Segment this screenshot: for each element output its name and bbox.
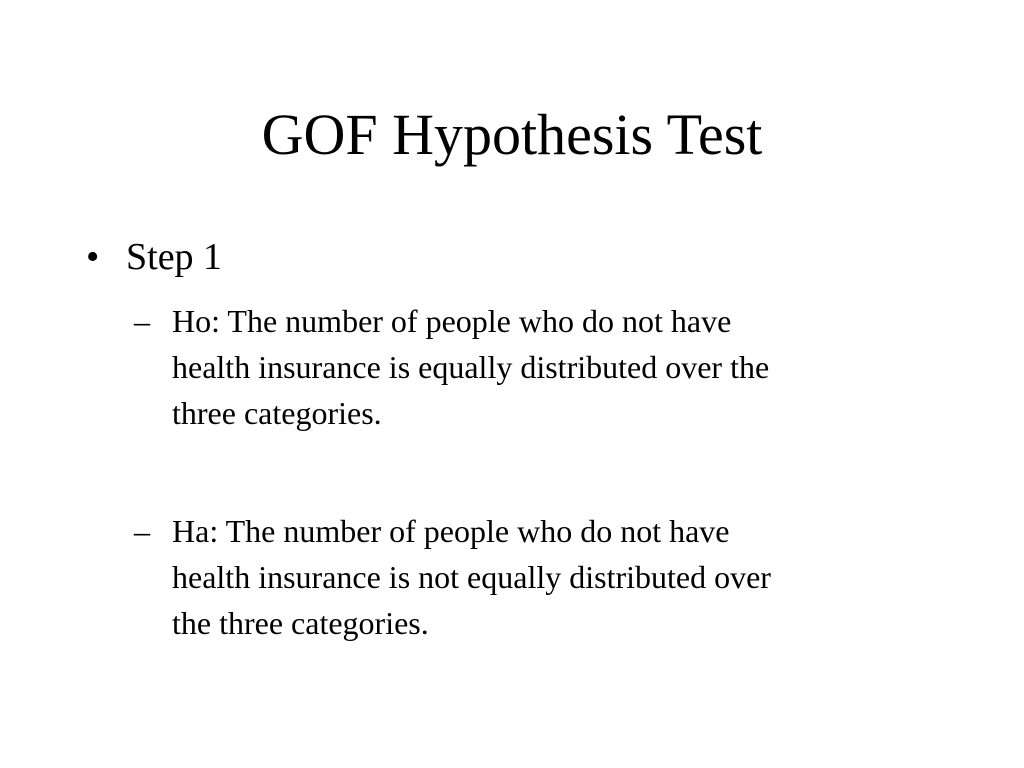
bullet-item — [86, 234, 222, 280]
sub-bullet-text — [172, 508, 934, 646]
sub-bullet-text — [172, 298, 934, 436]
bullet-text: Step 1 — [126, 236, 223, 278]
text-line: health insurance is equally distributed over the — [172, 349, 770, 385]
sub-bullet-null-hypothesis — [134, 298, 934, 436]
sub-bullet-alternative-hypothesis — [134, 508, 934, 646]
bullet-marker: • — [86, 236, 100, 278]
text-line: the three categories. — [172, 605, 429, 641]
text-line: health insurance is not equally distributed over — [172, 559, 771, 595]
text-line: Ho: The number of people who do not have — [172, 303, 732, 339]
text-line: three categories. — [172, 395, 382, 431]
slide-title: GOF Hypothesis Test — [261, 102, 763, 167]
dash-marker: – — [134, 303, 150, 339]
dash-marker: – — [134, 513, 150, 549]
text-line: Ha: The number of people who do not have — [172, 513, 730, 549]
